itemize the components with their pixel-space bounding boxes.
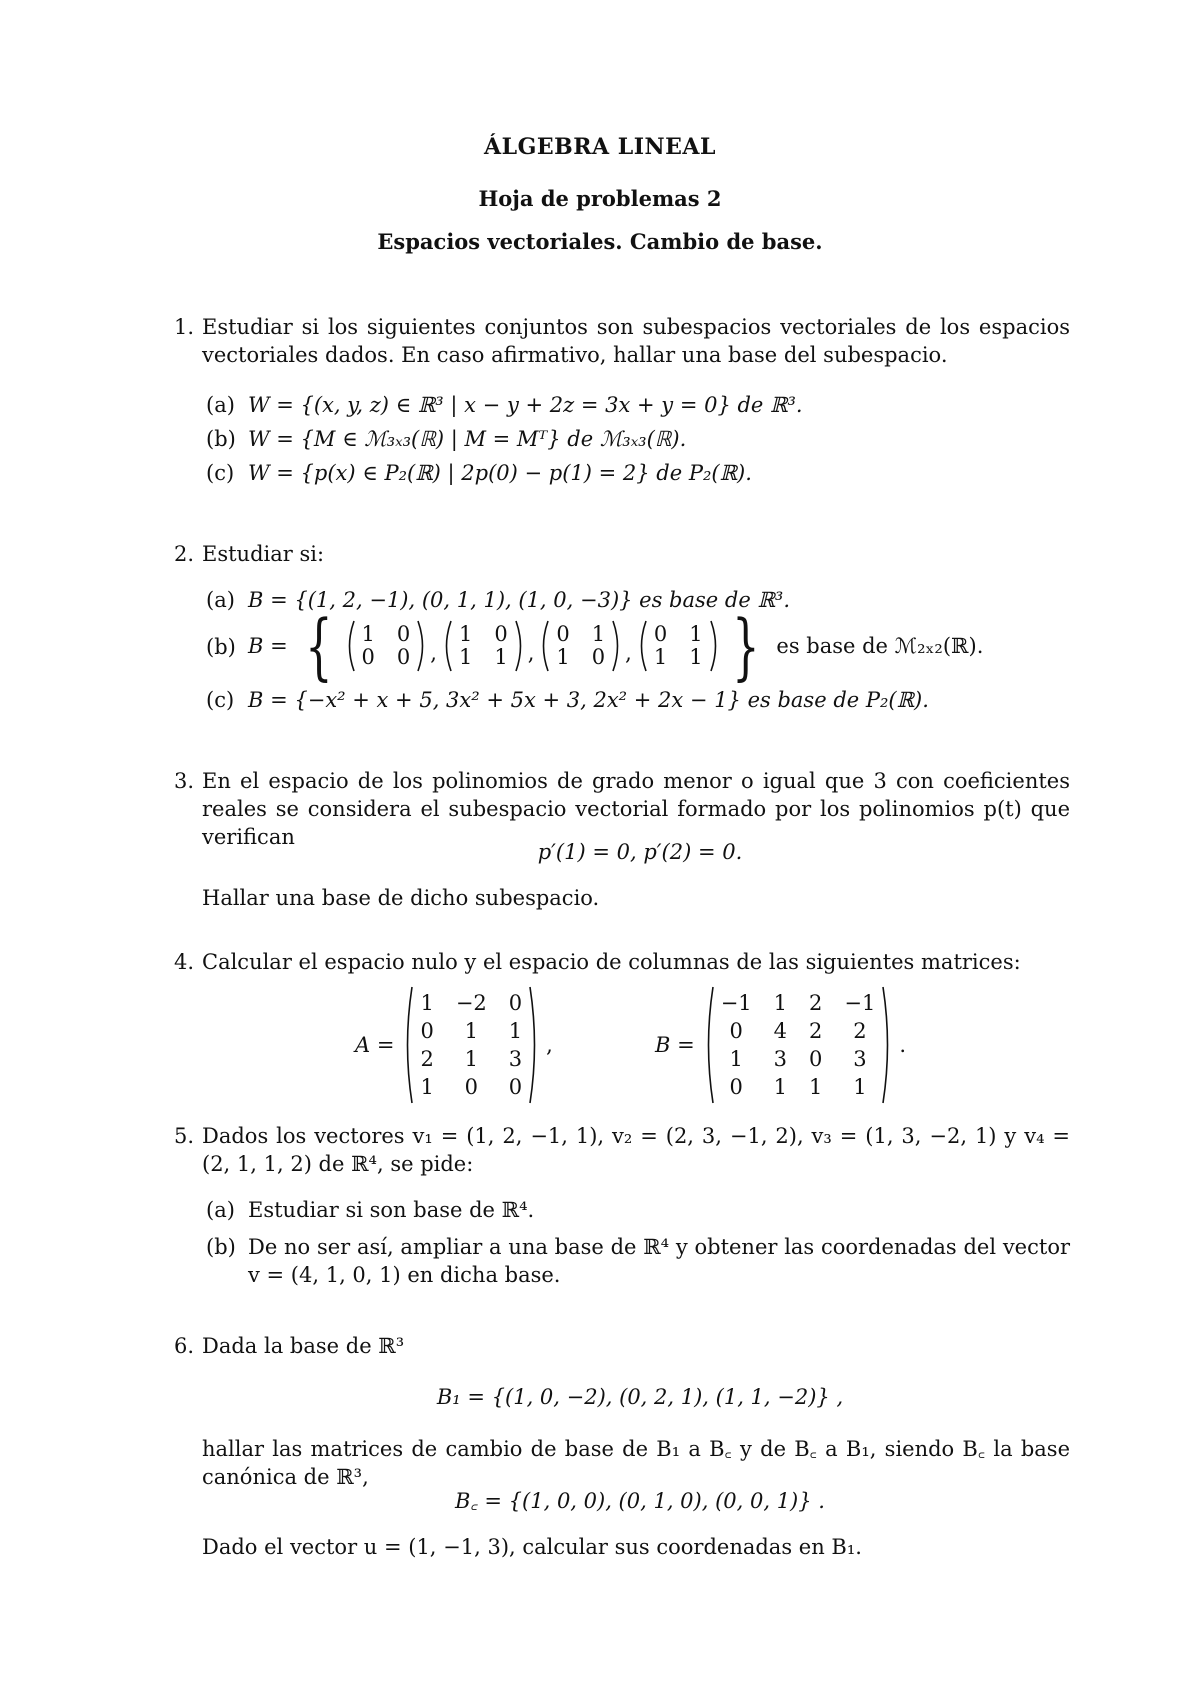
matrix-cell: 1: [773, 1075, 788, 1099]
matrix-cell: −2: [455, 991, 487, 1015]
problem-1b-text: W = {M ∈ ℳ₃ₓ₃(ℝ) | M = Mᵀ} de ℳ₃ₓ₃(ℝ).: [248, 427, 687, 451]
matrix-cell: 0: [508, 991, 523, 1015]
matrix-cell: 1: [464, 1019, 478, 1043]
matrix-2x2-1-left-paren: [344, 619, 356, 673]
problem-2-number: 2.: [173, 542, 194, 566]
problem-6-basis-B1: B₁ = {(1, 0, −2), (0, 2, 1), (1, 1, −2)} ,: [436, 1385, 844, 1409]
matrix-cell: 0: [591, 645, 606, 669]
problem-5b-label: (b): [206, 1235, 236, 1259]
problem-2a-text: B = {(1, 2, −1), (0, 1, 1), (1, 0, −3)} es base de ℝ³.: [248, 588, 790, 612]
problem-6-statement: Dada la base de ℝ³: [202, 1334, 405, 1358]
matrix-2x2-1: [344, 619, 429, 673]
problem-4-number: 4.: [173, 950, 194, 974]
document-topic: Espacios vectoriales. Cambio de base.: [377, 229, 823, 254]
problem-5a-text: Estudiar si son base de ℝ⁴.: [248, 1198, 535, 1222]
matrix-cell: 1: [729, 1047, 743, 1071]
matrix-cell: 0: [361, 645, 375, 669]
matrix-cell: 0: [396, 645, 411, 669]
matrix-cell: 3: [853, 1047, 867, 1071]
document-subtitle: Hoja de problemas 2: [478, 186, 722, 211]
matrix-cell: 0: [556, 622, 570, 646]
problem-3-equation: p′(1) = 0, p′(2) = 0.: [537, 840, 743, 864]
problem-3-statement: En el espacio de los polinomios de grado menor o igual que 3 con coeficientes reales se considera el subespacio vectorial formado por los polinomios p(t) que verifican: [202, 769, 1070, 849]
matrix-2x2-4-left-paren: [636, 619, 648, 673]
matrix-cell: 1: [420, 991, 434, 1015]
matrix-cell: 3: [508, 1047, 523, 1071]
matrix-2x2-1-cells: [356, 623, 417, 669]
matrix-B-label: B =: [655, 1033, 695, 1057]
matrix-cell: 3: [773, 1047, 788, 1071]
matrix-cell: 0: [809, 1047, 823, 1071]
matrix-cell: 1: [689, 645, 703, 669]
problem-4-statement: Calcular el espacio nulo y el espacio de columnas de las siguientes matrices:: [202, 950, 1021, 974]
matrix-2x2-2: [441, 619, 526, 673]
matrix-2x2-2-left-paren: [441, 619, 453, 673]
matrix-B-group: [655, 985, 906, 1105]
problem-2-statement: Estudiar si:: [202, 542, 325, 566]
matrix-separator-comma: ,: [625, 641, 632, 665]
problem-5a-label: (a): [206, 1198, 235, 1222]
problem-1a-label: (a): [206, 393, 235, 417]
matrix-cell: 0: [729, 1019, 743, 1043]
matrix-2x2-3: [538, 619, 623, 673]
matrix-cell: 1: [361, 622, 375, 646]
problem-2b-expression: [248, 604, 984, 688]
matrix-A-comma: ,: [546, 1033, 553, 1057]
problem-2b-prefix: B =: [248, 634, 288, 658]
problem-3-instruction: Hallar una base de dicho subespacio.: [202, 886, 600, 910]
matrix-cell: 1: [591, 622, 606, 646]
matrix-cell: 1: [653, 645, 668, 669]
matrix-cell: 2: [420, 1047, 434, 1071]
matrix-cell: 1: [494, 645, 508, 669]
matrix-cell: −1: [720, 991, 752, 1015]
matrix-cell: 4: [773, 1019, 788, 1043]
problem-1-statement: Estudiar si los siguientes conjuntos son subespacios vectoriales de los espacios vectoriales dados. En caso afirmativo, hallar una base del subespacio.: [202, 315, 1070, 367]
problem-1b-label: (b): [206, 427, 236, 451]
matrix-A-group: [355, 985, 553, 1105]
problem-1-number: 1.: [173, 315, 194, 339]
matrix-cell: 2: [809, 1019, 823, 1043]
problem-1c-text: W = {p(x) ∈ P₂(ℝ) | 2p(0) − p(1) = 2} de P₂(ℝ).: [248, 461, 752, 485]
problem-1c-label: (c): [206, 461, 235, 485]
matrix-cell: 1: [809, 1075, 823, 1099]
matrix-cell: 0: [494, 622, 508, 646]
matrix-cell: 1: [458, 622, 473, 646]
problem-1a-text: W = {(x, y, z) ∈ ℝ³ | x − y + 2z = 3x + y = 0} de ℝ³.: [248, 393, 803, 417]
matrix-cell: 1: [773, 991, 788, 1015]
matrix-set-2x2: [344, 619, 721, 673]
matrix-cell: 0: [653, 622, 668, 646]
problem-6-number: 6.: [173, 1334, 194, 1358]
matrix-B-period: .: [899, 1033, 907, 1057]
problem-6-basis-Bc: B꜀ = {(1, 0, 0), (0, 1, 0), (0, 0, 1)} .: [455, 1489, 825, 1513]
matrix-cell: 1: [508, 1019, 523, 1043]
matrix-cell: 0: [420, 1019, 434, 1043]
matrix-separator-comma: ,: [430, 641, 437, 665]
set-close-brace: }: [731, 604, 760, 688]
matrix-A-label: A =: [355, 1033, 395, 1057]
problem-5b-text: De no ser así, ampliar a una base de ℝ⁴ y obtener las coordenadas del vector v = (4, 1, 0, 1) en dicha base.: [248, 1235, 1070, 1287]
matrix-B-cells: [715, 989, 882, 1101]
matrix-2x2-2-cells: [453, 623, 514, 669]
problem-3-number: 3.: [173, 769, 194, 793]
matrix-cell: 1: [420, 1075, 434, 1099]
matrix-separator-comma: ,: [527, 641, 535, 665]
matrix-2x2-4-cells: [648, 623, 709, 669]
matrix-2x2-3-cells: [550, 623, 611, 669]
matrix-cell: 2: [809, 991, 823, 1015]
matrix-cell: 1: [689, 622, 703, 646]
matrix-2x2-3-left-paren: [538, 619, 550, 673]
problem-2b-suffix: es base de ℳ₂ₓ₂(ℝ).: [776, 634, 984, 658]
matrix-A-cells: [414, 989, 528, 1101]
problem-6-instruction: hallar las matrices de cambio de base de B₁ a B꜀ y de B꜀ a B₁, siendo B꜀ la base canónica de ℝ³,: [202, 1437, 1070, 1489]
matrix-cell: 2: [853, 1019, 867, 1043]
problem-6-vector-question: Dado el vector u = (1, −1, 3), calcular sus coordenadas en B₁.: [202, 1535, 862, 1559]
matrix-cell: 0: [396, 622, 411, 646]
matrix-2x2-2-right-paren: [514, 619, 526, 673]
matrix-2x2-1-right-paren: [416, 619, 428, 673]
problem-2b-label: (b): [206, 635, 236, 659]
problem-2c-text: B = {−x² + x + 5, 3x² + 5x + 3, 2x² + 2x − 1} es base de P₂(ℝ).: [248, 688, 929, 712]
matrix-2x2-4-right-paren: [709, 619, 721, 673]
problem-2c-label: (c): [206, 688, 235, 712]
matrix-cell: 1: [853, 1075, 867, 1099]
matrix-cell: 1: [556, 645, 570, 669]
matrix-cell: 1: [464, 1047, 478, 1071]
matrix-A-right-paren: [528, 985, 540, 1105]
set-open-brace: {: [304, 604, 333, 688]
matrix-cell: −1: [844, 991, 876, 1015]
matrix-cell: 0: [729, 1075, 743, 1099]
document-title: ÁLGEBRA LINEAL: [484, 134, 716, 160]
matrix-B-right-paren: [881, 985, 893, 1105]
matrix-A-left-paren: [402, 985, 414, 1105]
matrix-cell: 0: [464, 1075, 478, 1099]
matrix-cell: 0: [508, 1075, 523, 1099]
matrix-B-left-paren: [703, 985, 715, 1105]
problem-5-number: 5.: [173, 1124, 194, 1148]
problem-5-statement: Dados los vectores v₁ = (1, 2, −1, 1), v₂ = (2, 3, −1, 2), v₃ = (1, 3, −2, 1) y v₄ = (2, 1, 1, 2) de ℝ⁴, se pide:: [202, 1124, 1070, 1176]
matrix-B: [703, 985, 894, 1105]
problem-2a-label: (a): [206, 588, 235, 612]
matrix-cell: 1: [458, 645, 473, 669]
matrix-2x2-3-right-paren: [611, 619, 623, 673]
matrix-2x2-4: [636, 619, 721, 673]
matrix-A: [402, 985, 540, 1105]
